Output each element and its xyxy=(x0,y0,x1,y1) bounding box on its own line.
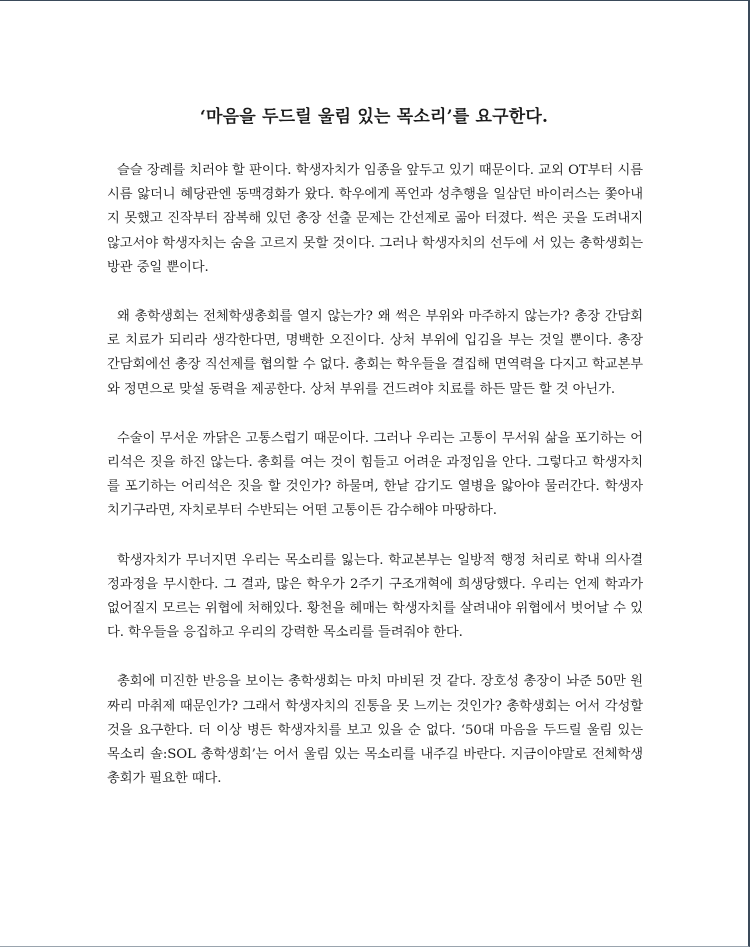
paragraph-2: 왜 총학생회는 전체학생총회를 열지 않는가? 왜 썩은 부위와 마주하지 않는가? 총장 간담회로 치료가 되리라 생각한다면, 명백한 오진이다. 상처 부위에 입김을 부는 것일 뿐이다. 총장 간담회에선 총장 직선제를 협의할 수 없다. 총회는 학우들을 결집해 면역력을 다지고 학교본부와 정면으로 맞설 동력을 제공한다. 상처 부위를 건드려야 치료를 하든 말든 할 것 아닌가. xyxy=(107,309,643,397)
document-title: ‘마음을 두드릴 울림 있는 목소리’를 요구한다. xyxy=(199,107,549,127)
document-body xyxy=(107,159,643,816)
paragraph-3: 수술이 무서운 까닭은 고통스럽기 때문이다. 그러나 우리는 고통이 무서워 삶을 포기하는 어리석은 짓을 하진 않는다. 총회를 여는 것이 힘들고 어려운 과정임을 안다. 그렇다고 학생자치를 포기하는 어리석은 짓을 할 것인가? 하물며, 한낱 감기도 열병을 앓아야 물러간다. 학생자치기구라면, 자치로부터 수반되는 어떤 고통이든 감수해야 마땅하다. xyxy=(107,430,643,519)
paragraph-4: 학생자치가 무너지면 우리는 목소리를 잃는다. 학교본부는 일방적 행정 처리로 학내 의사결정과정을 무시한다. 그 결과, 많은 학우가 2주기 구조개혁에 희생당했다. 우리는 언제 학과가 없어질지 모르는 위협에 처해있다. 황천을 헤매는 학생자치를 살려내야 위협에서 벗어날 수 있다. 학우들을 응집하고 우리의 강력한 목소리를 들려줘야 한다. xyxy=(107,552,643,641)
paragraph-1: 슬슬 장례를 치러야 할 판이다. 학생자치가 임종을 앞두고 있기 때문이다. 교외 OT부터 시름시름 앓더니 혜당관엔 동맥경화가 왔다. 학우에게 폭언과 성추행을 일삼던 바이러스는 쫓아내지 못했고 진작부터 잠복해 있던 총장 선출 문제는 간선제로 곪아 터졌다. 썩은 곳을 도려내지 않고서야 학생자치는 숨을 고르지 못할 것이다. 그러나 학생자치의 선두에 서 있는 총학생회는 방관 중일 뿐이다. xyxy=(107,163,643,275)
paragraph-5: 총회에 미진한 반응을 보이는 총학생회는 마치 마비된 것 같다. 장호성 총장이 놔준 50만 원짜리 마취제 때문인가? 그래서 학생자치의 진통을 못 느끼는 것인가? 총학생회는 어서 각성할 것을 요구한다. 더 이상 병든 학생자치를 보고 있을 순 없다. ‘50대 마음을 두드릴 울림 있는 목소리 솔:SOL 총학생회’는 어서 울림 있는 목소리를 내주길 바란다. 지금이야말로 전체학생총회가 필요한 때다. xyxy=(107,674,643,787)
